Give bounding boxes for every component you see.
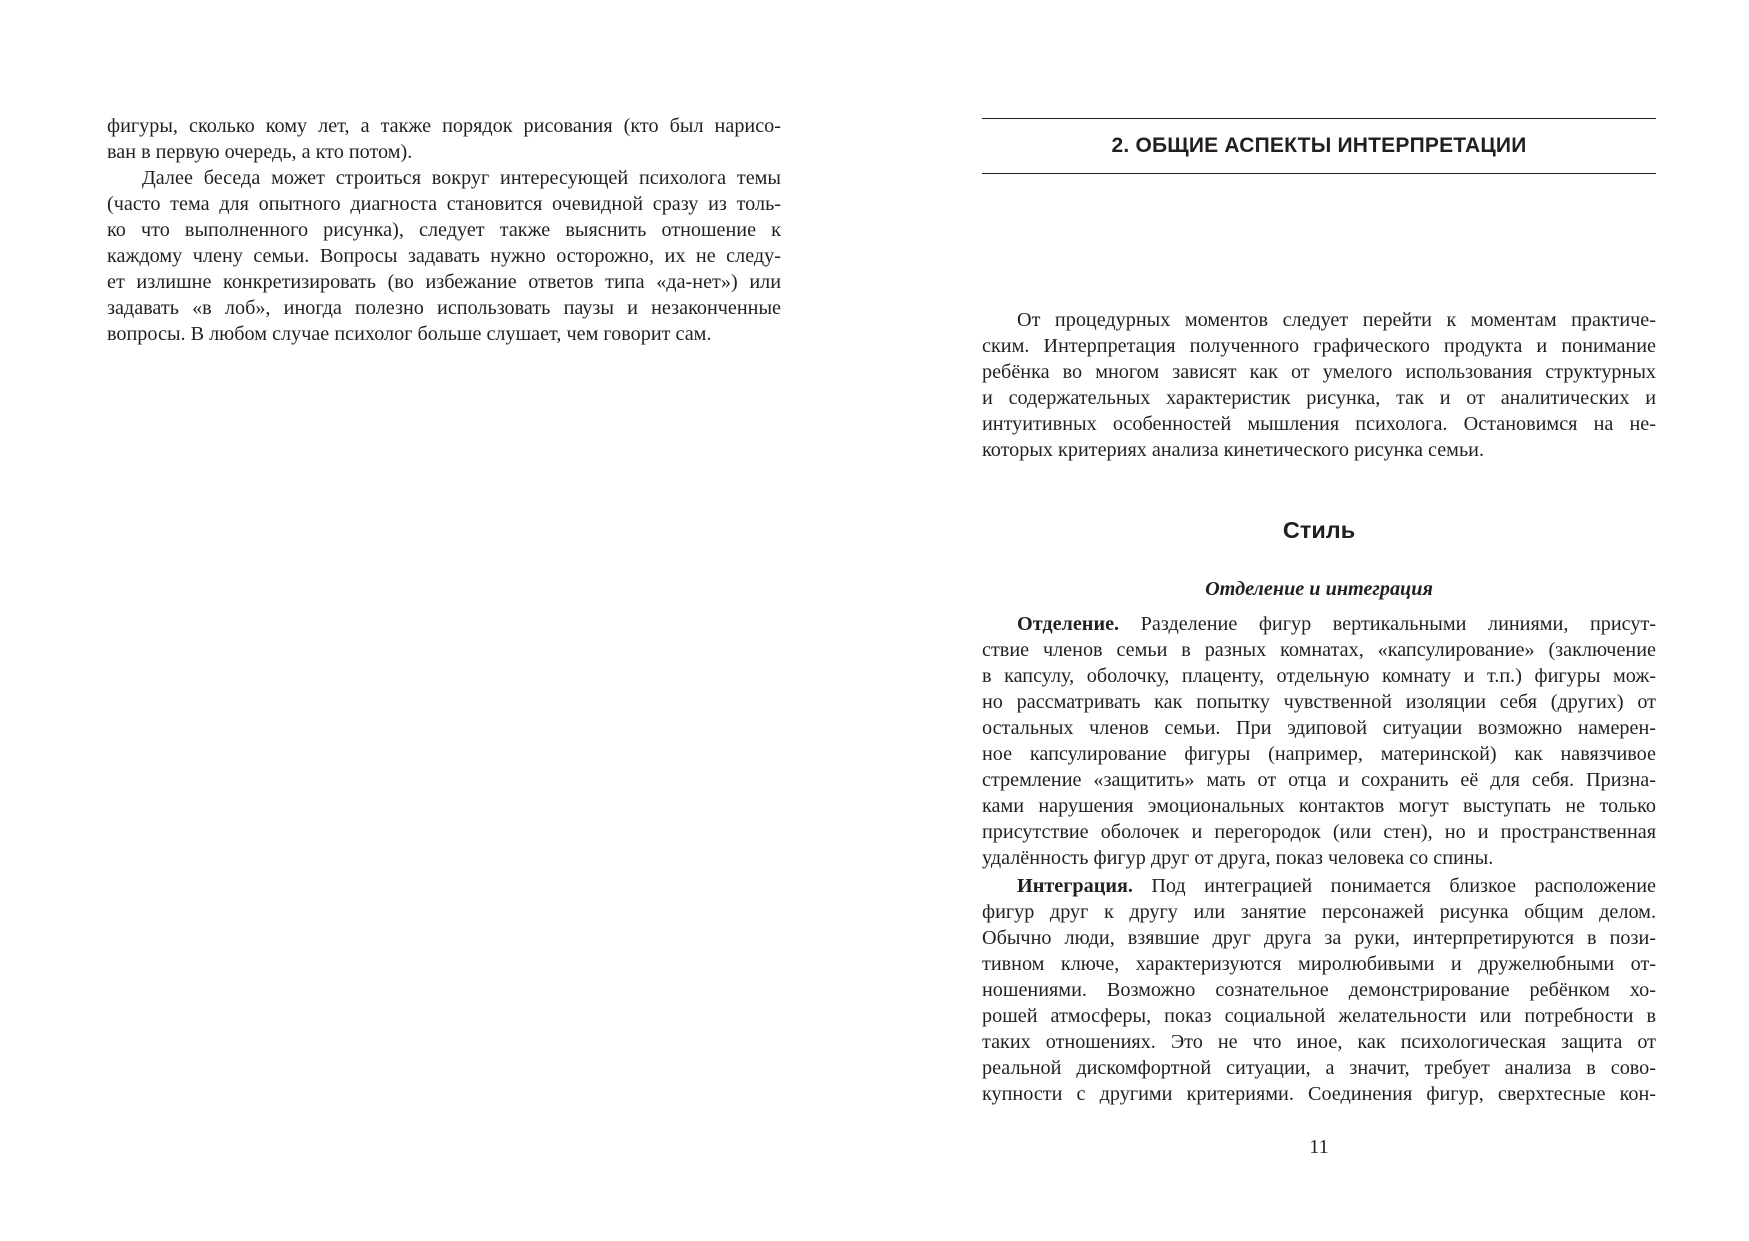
text-line: ко что выполненного рисунка), следует также выяснить отношение к xyxy=(107,219,781,241)
text-run: Разделение фигур вертикальными линиями, присут- xyxy=(1119,613,1656,635)
text-line: ван в первую очередь, а кто потом). xyxy=(107,141,413,163)
right-page xyxy=(982,0,1656,1241)
text-line: интуитивных особенностей мышления психолога. Остановимся на не- xyxy=(982,413,1656,435)
text-line: остальных членов семьи. При эдиповой ситуации возможно намерен- xyxy=(982,717,1656,739)
text-line: и содержательных характеристик рисунка, так и от аналитических и xyxy=(982,387,1656,409)
text-line: ношениями. Возможно сознательное демонстрирование ребёнком хо- xyxy=(982,979,1656,1001)
text-line: удалённость фигур друг от друга, показ человека со спины. xyxy=(982,847,1494,869)
text-line: тивном ключе, характеризуются миролюбивыми и дружелюбными от- xyxy=(982,953,1656,975)
text-line: купности с другими критериями. Соединения фигур, сверхтесные кон- xyxy=(982,1083,1656,1105)
text-run: Под интеграцией понимается близкое расположение xyxy=(1132,875,1656,897)
text-line: таких отношениях. Это не что иное, как психологическая защита от xyxy=(982,1031,1656,1053)
text-line: присутствие оболочек и перегородок (или стен), но и пространственная xyxy=(982,821,1656,843)
text-line: ребёнка во многом зависят как от умелого использования структурных xyxy=(982,361,1656,383)
chapter-top-rule xyxy=(982,118,1656,119)
paragraph-first-line xyxy=(982,873,1656,899)
text-line: (часто тема для опытного диагноста становится очевидной сразу из толь- xyxy=(107,193,781,215)
text-line: каждому члену семьи. Вопросы задавать нужно осторожно, их не следу- xyxy=(107,245,781,267)
text-line: фигуры, сколько кому лет, а также порядок рисования (кто был нарисо- xyxy=(107,115,781,137)
text-line: но рассматривать как попытку чувственной изоляции себя (других) от xyxy=(982,691,1656,713)
text-line: в капсулу, оболочку, плаценту, отдельную комнату и т.п.) фигуры мож- xyxy=(982,665,1656,687)
text-line: фигур друг к другу или занятие персонажей рисунка общим делом. xyxy=(982,901,1656,923)
text-line: задавать «в лоб», иногда полезно использовать паузы и незаконченные xyxy=(107,297,781,319)
chapter-title: 2. ОБЩИЕ АСПЕКТЫ ИНТЕРПРЕТАЦИИ xyxy=(1111,134,1527,157)
page-number: 11 xyxy=(1309,1136,1329,1158)
chapter-bottom-rule xyxy=(982,173,1656,174)
text-line: реальной дискомфортной ситуации, а значит, требует анализа в сово- xyxy=(982,1057,1656,1079)
text-line: рошей атмосферы, показ социальной желательности или потребности в xyxy=(982,1005,1656,1027)
text-line: От процедурных моментов следует перейти к моментам практиче- xyxy=(1017,309,1656,331)
text-line: ет излишне конкретизировать (во избежание ответов типа «да-нет») или xyxy=(107,271,781,293)
subsection-title: Отделение и интеграция xyxy=(1205,578,1433,600)
text-line: ским. Интерпретация полученного графического продукта и понимание xyxy=(982,335,1656,357)
text-line: стремление «защитить» мать от отца и сохранить её для себя. Призна- xyxy=(982,769,1656,791)
text-line: ствие членов семьи в разных комнатах, «капсулирование» (заключение xyxy=(982,639,1656,661)
text-line: которых критериях анализа кинетического рисунка семьи. xyxy=(982,439,1484,461)
section-title: Стиль xyxy=(1282,517,1356,543)
text-line: ками нарушения эмоциональных контактов могут выступать не только xyxy=(982,795,1656,817)
text-line: вопросы. В любом случае психолог больше слушает, чем говорит сам. xyxy=(107,323,712,345)
text-line: Далее беседа может строиться вокруг интересующей психолога темы xyxy=(142,167,781,189)
term-integration: Интеграция. xyxy=(1017,875,1133,897)
paragraph-first-line xyxy=(982,611,1656,637)
left-page xyxy=(107,0,781,1241)
text-line: ное капсулирование фигуры (например, материнской) как навязчивое xyxy=(982,743,1656,765)
term-separation: Отделение. xyxy=(1017,613,1120,635)
text-line: Обычно люди, взявшие друг друга за руки, интерпретируются в пози- xyxy=(982,927,1656,949)
